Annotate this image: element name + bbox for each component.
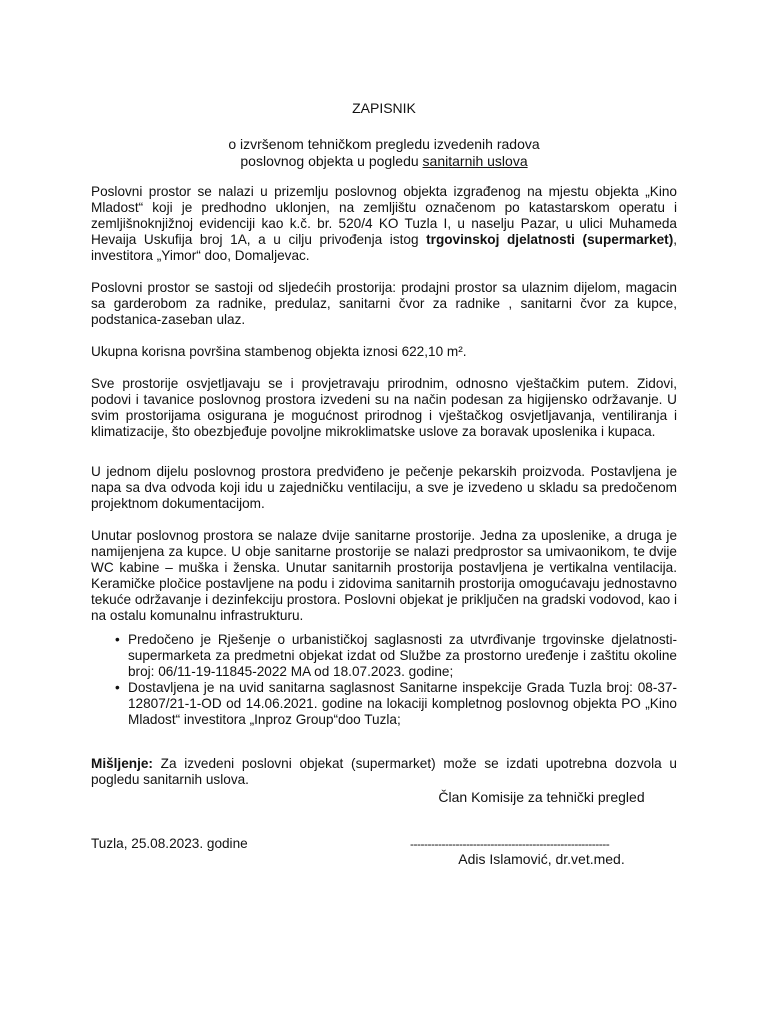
bullet-icon: • [115, 680, 120, 695]
signatory-name: Adis Islamović, dr.vet.med. [458, 851, 625, 867]
subtitle-line-2-prefix: poslovnog objekta u pogledu [240, 153, 423, 169]
document-title: ZAPISNIK [352, 100, 416, 116]
documents-list [91, 632, 677, 728]
subtitle-line-1: o izvršenom tehničkom pregledu izvedenih radova [228, 136, 540, 152]
bullet-icon: • [115, 632, 120, 647]
paragraph-area: Ukupna korisna površina stambenog objekta iznosi 622,10 m². [91, 344, 467, 359]
document-subtitle [150, 136, 618, 170]
paragraph-location [91, 184, 677, 264]
paragraph-rooms: Poslovni prostor se sastoji od sljedećih prostorija: prodajni prostor sa ulaznim dijelom, magacin sa garderobom za radnike, predulaz, sanitarni čvor za radnike , sanitarni čvor za kupce, podstanica-zaseban ulaz. [91, 280, 677, 327]
opinion-text: Za izvedeni poslovni objekat (supermarket) može se izdati upotrebna dozvola u pogledu sanitarnih uslova. [91, 756, 677, 787]
list-item-text: Predočeno je Rješenje o urbanističkoj saglasnosti za utvrđivanje trgovinske djelatnosti-supermarketa za predmetni objekat izdat od Službe za prostorno uređenje i zaštitu okoline broj: 06/11-19-11845-2022 MA od 18.07.2023. godine; [128, 632, 677, 679]
list-item [91, 680, 677, 728]
paragraph-lighting: Sve prostorije osvjetljavaju se i provjetravaju prirodnim, odnosno vještačkim putem. Zidovi, podovi i tavanice poslovnog prostora izvedeni su na način podesan za higijensko održavanje. U svim prostorijama osigurana je mogućnost prirodnog i vještačkog osvjetljavanja, ventiliranja i klimatizacije, što obezbjeđuje povoljne mikroklimatske uslove za boravak uposlenika i kupaca. [91, 376, 677, 439]
list-item [91, 632, 677, 680]
signature-line: --------------------------------------------------------- [410, 837, 610, 851]
commission-title: Član Komisije za tehnički pregled [438, 789, 645, 805]
subtitle-line-2 [150, 153, 618, 170]
subtitle-underlined-text: sanitarnih uslova [422, 153, 528, 169]
paragraph-sanitary: Unutar poslovnog prostora se nalaze dvije sanitarne prostorije. Jedna za uposlenike, a druga je namijenjena za kupce. U obje sanitarne prostorije se nalazi predprostor sa umivaonikom, te dvije WC kabine – muška i ženska. Unutar sanitarnih prostorija postavljena je vertikalna ventilacija. Keramičke pločice postavljene na podu i zidovima sanitarnih prostorija omogućavaju jednostavno tekuće održavanje i dezinfekciju prostora. Poslovni objekat je priključen na gradski vodovod, kao i na ostalu komunalnu infrastrukturu. [91, 528, 677, 623]
paragraph-location-bold: trgovinskoj djelatnosti (supermarket) [426, 232, 674, 247]
paragraph-location-text: Poslovni prostor se nalazi u prizemlju poslovnog objekta izgrađenog na mjestu objekta „Kino Mladost“ koji je predhodno uklonjen, na zemljištu označenom po katastarskom operatu i zemljišnoknjižnoj evidenciji kao k.č. br. 520/4 KO Tuzla I, u naselju Pazar, u ulici Muhameda Hevaija Uskufija broj 1A, a u cilju privođenja istog [91, 184, 677, 247]
list-item-text: Dostavljena je na uvid sanitarna saglasnost Sanitarne inspekcije Grada Tuzla broj: 08-37-12807/21-1-OD od 14.06.2021. godine na lokaciji kompletnog poslovnog objekta PO „Kino Mladost“ investitora „Inproz Group“doo Tuzla; [128, 680, 677, 727]
paragraph-bakery: U jednom dijelu poslovnog prostora predviđeno je pečenje pekarskih proizvoda. Postavljena je napa sa dva odvoda koji idu u zajedničku ventilaciju, a sve je izvedeno u skladu sa predočenom projektnom dokumentacijom. [91, 464, 677, 511]
opinion-label: Mišljenje: [91, 756, 153, 771]
place-date: Tuzla, 25.08.2023. godine [91, 836, 248, 851]
opinion-paragraph [91, 756, 677, 788]
paragraph-location-text-end: , investitora „Yimor“ doo, Domaljevac. [91, 232, 677, 263]
